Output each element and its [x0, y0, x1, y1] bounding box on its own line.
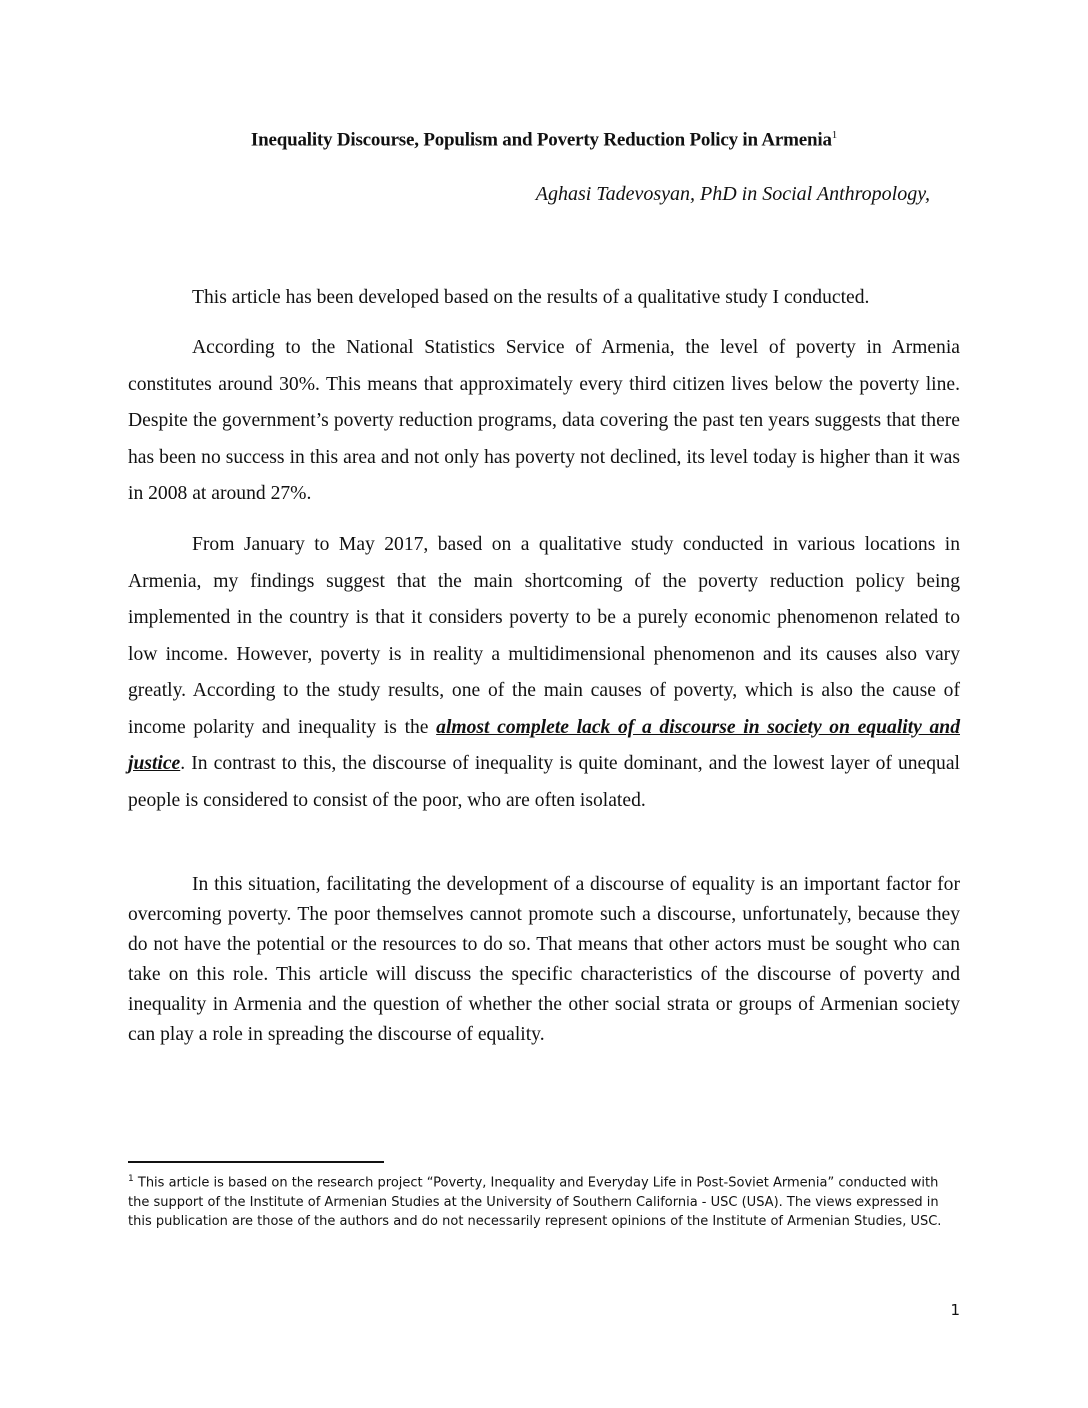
author-line: Aghasi Tadevosyan, PhD in Social Anthropology, [535, 183, 930, 205]
title-footnote-ref: 1 [831, 129, 838, 141]
paragraph-intro: This article has been developed based on the results of a qualitative study I conducted. [192, 287, 870, 308]
footnote-text: This article is based on the research project “Poverty, Inequality and Everyday Life in Post-Soviet Armenia” conducted with the support of the Institute of Armenian Studies at the University of Southern California - USC (USA). The views expressed in this publication are those of the authors and do not necessarily represent opinions of the Institute of Armenian Studies, USC. [128, 1175, 942, 1230]
paragraph-discussion: In this situation, facilitating the development of a discourse of equality is an important factor for overcoming poverty. The poor themselves cannot promote such a discourse, unfortunately, because they do not have the potential or the resources to do so. That means that other actors must be sought who can take on this role. This article will discuss the specific characteristics of the discourse of poverty and inequality in Armenia and the question of whether the other social strata or groups of Armenian society can play a role in spreading the discourse of equality. [128, 874, 960, 1045]
paragraph-statistics: According to the National Statistics Service of Armenia, the level of poverty in Armenia constitutes around 30%. This means that approximately every third citizen lives below the poverty line. Despite the government’s poverty reduction programs, data covering the past ten years suggests that there has been no success in this area and not only has poverty not declined, its level today is higher than it was in 2008 at around 27%. [128, 337, 960, 504]
findings-emphasis: almost complete lack of a discourse in society on equality and justice [128, 716, 960, 774]
paragraph-findings [128, 527, 960, 819]
findings-text-before: From January to May 2017, based on a qualitative study conducted in various locations in Armenia, my findings suggest that the main shortcoming of the poverty reduction policy being implemented in the country is that it considers poverty to be a purely economic phenomenon related to low income. However, poverty is in reality a multidimensional phenomenon and its causes also vary greatly. According to the study results, one of the main causes of poverty, which is also the cause of income polarity and inequality is the [128, 534, 960, 738]
page-number: 1 [950, 1301, 960, 1319]
document-title [0, 129, 1088, 151]
footnote [128, 1170, 960, 1232]
footnote-marker: 1 [128, 1174, 134, 1184]
title-text: Inequality Discourse, Populism and Poverty Reduction Policy in Armenia [250, 129, 832, 151]
footnote-divider [128, 1161, 384, 1163]
findings-text-after: . In contrast to this, the discourse of inequality is quite dominant, and the lowest layer of unequal people is considered to consist of the poor, who are often isolated. [128, 753, 960, 811]
